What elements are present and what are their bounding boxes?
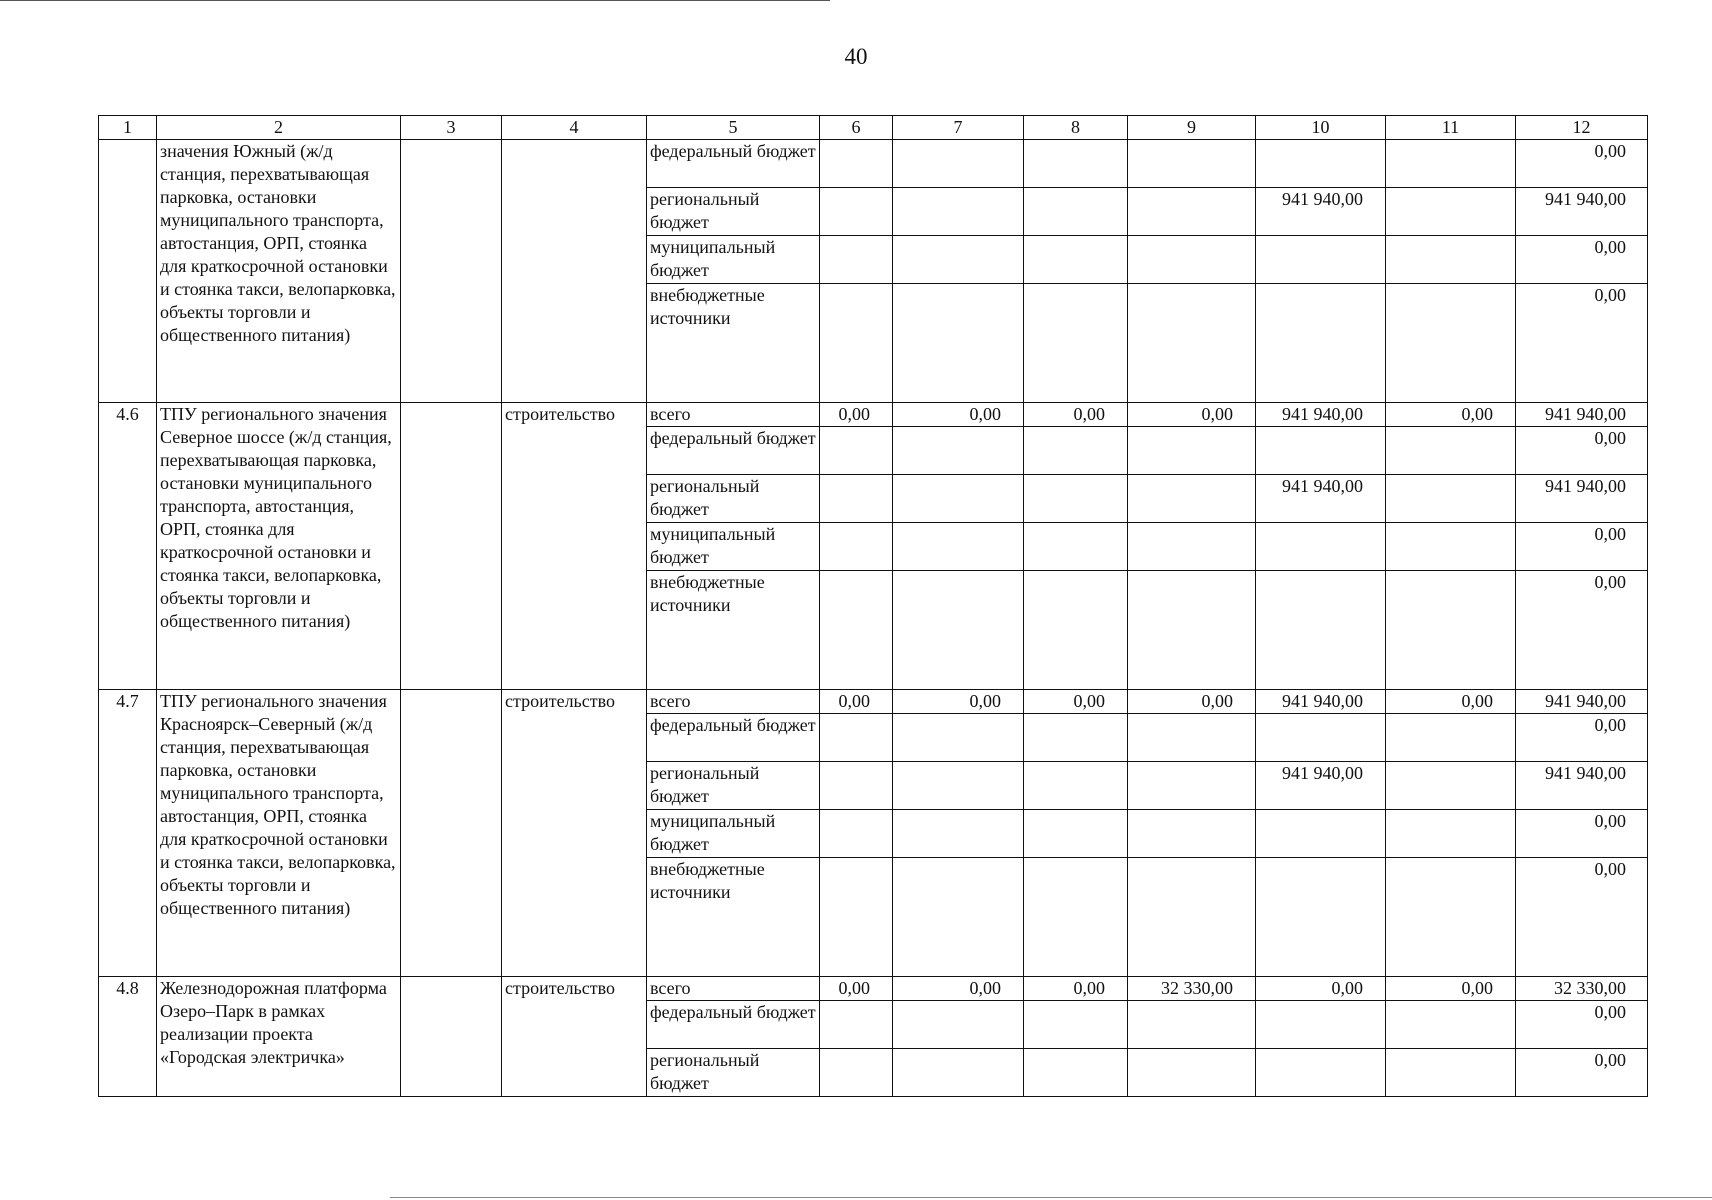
column-number: 6 bbox=[820, 116, 893, 140]
amount-c7 bbox=[893, 475, 1024, 523]
amount-c6 bbox=[820, 1001, 893, 1049]
amount-c10: 941 940,00 bbox=[1256, 690, 1386, 714]
item-number: 4.8 bbox=[99, 977, 157, 1097]
amount-c9 bbox=[1128, 140, 1256, 188]
amount-c10 bbox=[1256, 523, 1386, 571]
amount-total: 941 940,00 bbox=[1516, 188, 1648, 236]
amount-c11 bbox=[1386, 714, 1516, 762]
amount-c10: 941 940,00 bbox=[1256, 188, 1386, 236]
amount-c10 bbox=[1256, 236, 1386, 284]
amount-c11 bbox=[1386, 236, 1516, 284]
amount-total: 941 940,00 bbox=[1516, 690, 1648, 714]
amount-c6: 0,00 bbox=[820, 690, 893, 714]
amount-c10 bbox=[1256, 810, 1386, 858]
column-number: 4 bbox=[502, 116, 647, 140]
amount-total: 0,00 bbox=[1516, 284, 1648, 403]
scan-edge-top bbox=[0, 0, 830, 1]
amount-total: 0,00 bbox=[1516, 810, 1648, 858]
amount-total: 941 940,00 bbox=[1516, 403, 1648, 427]
funding-source: региональный бюджет bbox=[647, 1049, 820, 1097]
amount-c7 bbox=[893, 1049, 1024, 1097]
amount-c6 bbox=[820, 762, 893, 810]
item-number bbox=[99, 140, 157, 403]
amount-c11 bbox=[1386, 1001, 1516, 1049]
amount-c10 bbox=[1256, 284, 1386, 403]
amount-c7: 0,00 bbox=[893, 403, 1024, 427]
amount-c10 bbox=[1256, 140, 1386, 188]
amount-total: 941 940,00 bbox=[1516, 475, 1648, 523]
amount-c7 bbox=[893, 284, 1024, 403]
column-3-cell bbox=[401, 977, 502, 1097]
amount-c9 bbox=[1128, 284, 1256, 403]
table-row bbox=[99, 140, 1648, 188]
column-number: 1 bbox=[99, 116, 157, 140]
amount-c11 bbox=[1386, 571, 1516, 690]
funding-source: федеральный бюджет bbox=[647, 140, 820, 188]
amount-c11 bbox=[1386, 762, 1516, 810]
amount-c10 bbox=[1256, 714, 1386, 762]
funding-source: муниципальный бюджет bbox=[647, 236, 820, 284]
amount-c7 bbox=[893, 140, 1024, 188]
amount-total: 0,00 bbox=[1516, 1049, 1648, 1097]
amount-c11 bbox=[1386, 475, 1516, 523]
amount-total: 941 940,00 bbox=[1516, 762, 1648, 810]
item-name: ТПУ регионального значения Северное шоссе (ж/д станция, перехватывающая парковка, остановки муниципального транспорта, автостанция, ОРП, стоянка для краткосрочной остановки и стоянка такси, велопарковка, объекты торговли и общественного питания) bbox=[157, 403, 401, 690]
funding-source: федеральный бюджет bbox=[647, 427, 820, 475]
amount-c8 bbox=[1024, 284, 1128, 403]
amount-c6 bbox=[820, 571, 893, 690]
work-type: строительство bbox=[502, 977, 647, 1097]
funding-source: всего bbox=[647, 977, 820, 1001]
amount-c7 bbox=[893, 188, 1024, 236]
funding-source: федеральный бюджет bbox=[647, 714, 820, 762]
item-name: ТПУ регионального значения Красноярск–Северный (ж/д станция, перехватывающая парковка, остановки муниципального транспорта, автостанция, ОРП, стоянка для краткосрочной остановки и стоянка такси, велопарковка, объекты торговли и общественного питания) bbox=[157, 690, 401, 977]
amount-total: 0,00 bbox=[1516, 571, 1648, 690]
amount-c6 bbox=[820, 523, 893, 571]
amount-c7 bbox=[893, 571, 1024, 690]
amount-c7 bbox=[893, 523, 1024, 571]
work-type: строительство bbox=[502, 403, 647, 690]
amount-c8 bbox=[1024, 475, 1128, 523]
column-number: 10 bbox=[1256, 116, 1386, 140]
amount-c6 bbox=[820, 1049, 893, 1097]
amount-c9: 0,00 bbox=[1128, 690, 1256, 714]
amount-c11: 0,00 bbox=[1386, 403, 1516, 427]
funding-source: всего bbox=[647, 403, 820, 427]
amount-c11: 0,00 bbox=[1386, 977, 1516, 1001]
funding-source: региональный бюджет bbox=[647, 188, 820, 236]
work-type bbox=[502, 140, 647, 403]
amount-c6 bbox=[820, 188, 893, 236]
amount-c10: 941 940,00 bbox=[1256, 762, 1386, 810]
amount-total: 0,00 bbox=[1516, 858, 1648, 977]
amount-c9 bbox=[1128, 571, 1256, 690]
amount-c8 bbox=[1024, 762, 1128, 810]
amount-c9 bbox=[1128, 427, 1256, 475]
amount-c8 bbox=[1024, 523, 1128, 571]
amount-c9: 32 330,00 bbox=[1128, 977, 1256, 1001]
item-name: Железнодорожная платформа Озеро–Парк в рамках реализации проекта «Городская электричка» bbox=[157, 977, 401, 1097]
amount-c8: 0,00 bbox=[1024, 977, 1128, 1001]
amount-c9 bbox=[1128, 858, 1256, 977]
amount-c10: 941 940,00 bbox=[1256, 403, 1386, 427]
funding-source: внебюджетные источники bbox=[647, 571, 820, 690]
amount-c8 bbox=[1024, 714, 1128, 762]
amount-c6 bbox=[820, 427, 893, 475]
amount-c10 bbox=[1256, 1001, 1386, 1049]
column-number: 8 bbox=[1024, 116, 1128, 140]
amount-c11 bbox=[1386, 284, 1516, 403]
amount-c8 bbox=[1024, 427, 1128, 475]
amount-c10 bbox=[1256, 427, 1386, 475]
amount-c11 bbox=[1386, 140, 1516, 188]
item-number: 4.6 bbox=[99, 403, 157, 690]
funding-source: внебюджетные источники bbox=[647, 858, 820, 977]
amount-c7 bbox=[893, 810, 1024, 858]
funding-source: внебюджетные источники bbox=[647, 284, 820, 403]
amount-c8 bbox=[1024, 571, 1128, 690]
amount-c6: 0,00 bbox=[820, 403, 893, 427]
amount-c10 bbox=[1256, 571, 1386, 690]
amount-total: 32 330,00 bbox=[1516, 977, 1648, 1001]
amount-total: 0,00 bbox=[1516, 523, 1648, 571]
amount-c6: 0,00 bbox=[820, 977, 893, 1001]
amount-c6 bbox=[820, 284, 893, 403]
amount-c10 bbox=[1256, 858, 1386, 977]
amount-c6 bbox=[820, 858, 893, 977]
amount-c8: 0,00 bbox=[1024, 690, 1128, 714]
amount-c9 bbox=[1128, 475, 1256, 523]
amount-total: 0,00 bbox=[1516, 140, 1648, 188]
table-row bbox=[99, 403, 1648, 427]
amount-total: 0,00 bbox=[1516, 714, 1648, 762]
funding-source: региональный бюджет bbox=[647, 762, 820, 810]
amount-c11 bbox=[1386, 427, 1516, 475]
amount-c9 bbox=[1128, 188, 1256, 236]
amount-c11: 0,00 bbox=[1386, 690, 1516, 714]
amount-c8: 0,00 bbox=[1024, 403, 1128, 427]
funding-source: муниципальный бюджет bbox=[647, 810, 820, 858]
amount-c8 bbox=[1024, 140, 1128, 188]
amount-c6 bbox=[820, 236, 893, 284]
amount-c10: 941 940,00 bbox=[1256, 475, 1386, 523]
amount-c8 bbox=[1024, 1049, 1128, 1097]
amount-c6 bbox=[820, 714, 893, 762]
amount-total: 0,00 bbox=[1516, 427, 1648, 475]
page-number: 40 bbox=[844, 44, 868, 69]
amount-c7 bbox=[893, 427, 1024, 475]
amount-c8 bbox=[1024, 858, 1128, 977]
funding-source: муниципальный бюджет bbox=[647, 523, 820, 571]
column-number: 2 bbox=[157, 116, 401, 140]
amount-c9 bbox=[1128, 236, 1256, 284]
table-row bbox=[99, 977, 1648, 1001]
amount-c7: 0,00 bbox=[893, 977, 1024, 1001]
funding-source: региональный бюджет bbox=[647, 475, 820, 523]
column-3-cell bbox=[401, 140, 502, 403]
amount-c8 bbox=[1024, 188, 1128, 236]
amount-c9 bbox=[1128, 810, 1256, 858]
amount-c7 bbox=[893, 762, 1024, 810]
amount-c9 bbox=[1128, 762, 1256, 810]
amount-c7 bbox=[893, 236, 1024, 284]
amount-c6 bbox=[820, 810, 893, 858]
column-3-cell bbox=[401, 403, 502, 690]
amount-c9 bbox=[1128, 523, 1256, 571]
amount-c8 bbox=[1024, 236, 1128, 284]
amount-c6 bbox=[820, 475, 893, 523]
amount-c9: 0,00 bbox=[1128, 403, 1256, 427]
table-row bbox=[99, 690, 1648, 714]
amount-c11 bbox=[1386, 1049, 1516, 1097]
amount-c8 bbox=[1024, 810, 1128, 858]
amount-c8 bbox=[1024, 1001, 1128, 1049]
amount-c9 bbox=[1128, 1049, 1256, 1097]
column-3-cell bbox=[401, 690, 502, 977]
amount-total: 0,00 bbox=[1516, 236, 1648, 284]
column-number-row bbox=[99, 116, 1648, 140]
amount-c7 bbox=[893, 1001, 1024, 1049]
amount-total: 0,00 bbox=[1516, 1001, 1648, 1049]
column-number: 7 bbox=[893, 116, 1024, 140]
amount-c9 bbox=[1128, 714, 1256, 762]
amount-c11 bbox=[1386, 810, 1516, 858]
amount-c11 bbox=[1386, 188, 1516, 236]
amount-c6 bbox=[820, 140, 893, 188]
item-number: 4.7 bbox=[99, 690, 157, 977]
amount-c7: 0,00 bbox=[893, 690, 1024, 714]
column-number: 9 bbox=[1128, 116, 1256, 140]
amount-c9 bbox=[1128, 1001, 1256, 1049]
work-type: строительство bbox=[502, 690, 647, 977]
amount-c10 bbox=[1256, 1049, 1386, 1097]
item-name: значения Южный (ж/д станция, перехватывающая парковка, остановки муниципального транспорта, автостанция, ОРП, стоянка для краткосрочной остановки и стоянка такси, велопарковка, объекты торговли и общественного питания) bbox=[157, 140, 401, 403]
column-number: 5 bbox=[647, 116, 820, 140]
column-number: 11 bbox=[1386, 116, 1516, 140]
column-number: 12 bbox=[1516, 116, 1648, 140]
column-number: 3 bbox=[401, 116, 502, 140]
funding-source: федеральный бюджет bbox=[647, 1001, 820, 1049]
scan-edge-bottom bbox=[390, 1197, 1712, 1198]
amount-c10: 0,00 bbox=[1256, 977, 1386, 1001]
budget-table bbox=[98, 115, 1648, 1097]
amount-c11 bbox=[1386, 523, 1516, 571]
amount-c7 bbox=[893, 714, 1024, 762]
amount-c11 bbox=[1386, 858, 1516, 977]
amount-c7 bbox=[893, 858, 1024, 977]
funding-source: всего bbox=[647, 690, 820, 714]
